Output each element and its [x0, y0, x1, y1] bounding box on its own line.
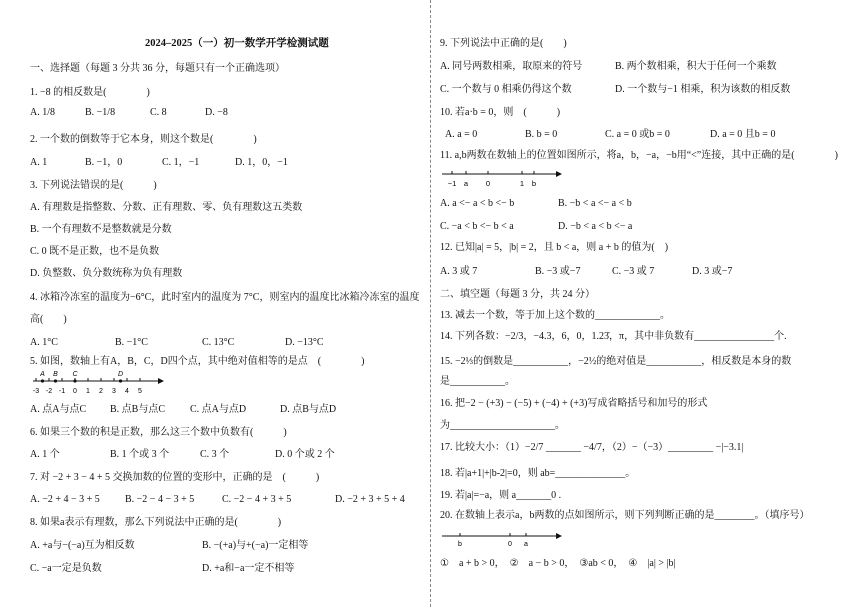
q6-option-b[interactable]: B. 1 个或 3 个 — [110, 449, 170, 460]
q16-text-cont: 为_____________________。 — [440, 420, 565, 431]
q11-tick-label: 0 — [485, 179, 491, 188]
q2-option-d[interactable]: D. 1，0，−1 — [235, 157, 288, 168]
q20-tick-label: a — [524, 541, 528, 548]
q14-text: 14. 下列各数：−2/3，−4.3，6，0，1.23̇，π，其中非负数有________________个. — [440, 331, 787, 342]
q8-option-c[interactable]: C. −a一定是负数 — [30, 563, 102, 574]
q5-tick-label: 2 — [99, 388, 103, 395]
q5-point — [119, 379, 122, 382]
q2-stem: 2. 一个数的倒数等于它本身，则这个数是( ) — [30, 134, 257, 145]
q8-option-d[interactable]: D. +a和−a一定不相等 — [202, 563, 295, 574]
q3-option-c[interactable]: C. 0 既不是正数，也不是负数 — [30, 246, 160, 257]
q5-tick-label: 1 — [86, 388, 90, 395]
q5-tick-label: -2 — [45, 388, 53, 395]
q8-stem: 8. 如果a表示有理数，那么下列说法中正确的是( ) — [30, 517, 282, 528]
q19-text: 19. 若|a|=−a，则 a_______0 . — [440, 490, 562, 501]
q3-option-b[interactable]: B. 一个有理数不是整数就是分数 — [30, 224, 172, 235]
q3-option-a[interactable]: A. 有理数是指整数、分数、正有理数、零、负有理数这五类数 — [30, 202, 303, 213]
q5-tick-label: -3 — [32, 388, 40, 395]
q10-option-c[interactable]: C. a = 0 或b = 0 — [605, 129, 670, 140]
q5-option-d[interactable]: D. 点B与点D — [280, 404, 337, 415]
q11-tick-label: b — [531, 179, 537, 188]
q5-point — [73, 379, 76, 382]
q9-stem: 9. 下列说法中正确的是( ) — [440, 38, 567, 49]
q4-option-d[interactable]: D. −13°C — [285, 337, 324, 348]
q11-tick-label: a — [463, 179, 469, 188]
q11-stem: 11. a,b两数在数轴上的位置如图所示，将a，b，−a，−b用“<”连接，其中正确的是( ) — [440, 150, 838, 161]
q4-option-c[interactable]: C. 13°C — [202, 337, 235, 348]
q12-stem: 12. 已知|a| = 5，|b| = 2，且 b < a，则 a + b 的值为( ) — [440, 242, 669, 253]
q1-stem: 1. −8 的相反数是( ) — [30, 87, 150, 98]
q7-stem: 7. 对 −2 + 3 − 4 + 5 交换加数的位置的变形中，正确的是 ( ) — [30, 472, 320, 483]
q10-option-a[interactable]: A. a = 0 — [445, 129, 478, 140]
q16-text: 16. 把−2 − (+3) − (−5) + (−4) + (+3)写成省略括号和加号的形式 — [440, 398, 708, 409]
q7-option-b[interactable]: B. −2 − 4 − 3 + 5 — [125, 494, 195, 505]
q20-tick-label: 0 — [508, 541, 512, 548]
q5-point-label: B — [53, 371, 58, 378]
q9-option-d[interactable]: D. 一个数与−1 相乘，积为该数的相反数 — [615, 84, 791, 95]
q8-option-b[interactable]: B. −(+a)与+(−a)一定相等 — [202, 540, 309, 551]
q5-tick-label: 0 — [73, 388, 77, 395]
q12-option-b[interactable]: B. −3 或−7 — [535, 266, 581, 277]
q5-point — [54, 379, 57, 382]
q5-tick-label: 3 — [112, 388, 116, 395]
q5-tick-label: 4 — [125, 388, 129, 395]
q20-options: ① a + b > 0， ② a − b > 0， ③ab < 0， ④ |a| > |b| — [440, 558, 676, 569]
q20-tick-label: b — [458, 541, 462, 548]
q11-option-c[interactable]: C. −a < b <− b < a — [440, 221, 514, 232]
q7-option-d[interactable]: D. −2 + 3 + 5 + 4 — [335, 494, 405, 505]
q11-option-d[interactable]: D. −b < a < b <− a — [558, 221, 633, 232]
q1-option-d[interactable]: D. −8 — [205, 107, 228, 118]
q10-option-b[interactable]: B. b = 0 — [525, 129, 558, 140]
q5-point-label: A — [40, 371, 45, 378]
q11-option-a[interactable]: A. a <− a < b <− b — [440, 198, 515, 209]
q3-option-d[interactable]: D. 负整数、负分数统称为负有理数 — [30, 268, 183, 279]
q5-option-c[interactable]: C. 点A与点D — [190, 404, 247, 415]
q5-number-line — [30, 369, 165, 397]
section-fill-heading: 二、填空题（每题 3 分，共 24 分） — [440, 289, 595, 300]
q4-stem: 4. 冰箱冷冻室的温度为−6°C，此时室内的温度为 7°C，则室内的温度比冰箱冷冻室的温度 — [30, 292, 420, 303]
q8-option-a[interactable]: A. +a与−(−a)互为相反数 — [30, 540, 135, 551]
exam-title: 2024–2025（一）初一数学开学检测试题 — [145, 38, 329, 49]
q3-stem: 3. 下列说法错误的是( ) — [30, 180, 157, 191]
q18-text: 18. 若|a+1|+|b-2|=0，则 ab=______________。 — [440, 468, 636, 479]
q12-option-c[interactable]: C. −3 或 7 — [612, 266, 655, 277]
q5-point — [41, 379, 44, 382]
q12-option-a[interactable]: A. 3 或 7 — [440, 266, 478, 277]
q11-tick-label: 1 — [519, 179, 525, 188]
q6-option-a[interactable]: A. 1 个 — [30, 449, 60, 460]
q1-option-b[interactable]: B. −1/8 — [85, 107, 116, 118]
q4-option-a[interactable]: A. 1°C — [30, 337, 58, 348]
q20-number-line — [440, 528, 565, 550]
q5-stem: 5. 如图，数轴上有A，B，C，D四个点，其中绝对值相等的是点 ( ) — [30, 356, 365, 367]
q10-stem: 10. 若a·b = 0，则 ( ) — [440, 107, 561, 118]
q15-text-cont: 是___________。 — [440, 376, 515, 387]
q2-option-a[interactable]: A. 1 — [30, 157, 48, 168]
q5-tick-label: 5 — [138, 388, 142, 395]
q9-option-b[interactable]: B. 两个数相乘，积大于任何一个乘数 — [615, 61, 777, 72]
q15-text: 15. −2⅓的倒数是___________，−2½的绝对值是___________，相反数是本身的数 — [440, 356, 792, 367]
q4-option-b[interactable]: B. −1°C — [115, 337, 148, 348]
q10-option-d[interactable]: D. a = 0 且b = 0 — [710, 129, 776, 140]
q6-option-c[interactable]: C. 3 个 — [200, 449, 230, 460]
q17-text: 17. 比较大小：（1）−2/7 _______ −4/7，（2）−（−3）_________ −|−3.1| — [440, 442, 744, 453]
q4-stem-cont: 高( ) — [30, 314, 67, 325]
q11-number-line — [440, 164, 565, 190]
q13-text: 13. 减去一个数，等于加上这个数的_____________。 — [440, 310, 670, 321]
q5-option-b[interactable]: B. 点B与点C — [110, 404, 166, 415]
q5-tick-label: -1 — [58, 388, 66, 395]
q12-option-d[interactable]: D. 3 或−7 — [692, 266, 733, 277]
q6-stem: 6. 如果三个数的积是正数，那么这三个数中负数有( ) — [30, 427, 287, 438]
q11-option-b[interactable]: B. −b < a <− a < b — [558, 198, 632, 209]
q20-text: 20. 在数轴上表示a，b两数的点如图所示，则下列判断正确的是________。（填序号） — [440, 510, 810, 521]
q9-option-c[interactable]: C. 一个数与 0 相乘仍得这个数 — [440, 84, 572, 95]
q7-option-c[interactable]: C. −2 − 4 + 3 + 5 — [222, 494, 292, 505]
q5-point-label: D — [117, 371, 124, 378]
q2-option-c[interactable]: C. 1，−1 — [162, 157, 200, 168]
q5-option-a[interactable]: A. 点A与点C — [30, 404, 87, 415]
q6-option-d[interactable]: D. 0 个或 2 个 — [275, 449, 335, 460]
q9-option-a[interactable]: A. 同号两数相乘，取原来的符号 — [440, 61, 583, 72]
q1-option-a[interactable]: A. 1/8 — [30, 107, 55, 118]
section-choice-heading: 一、选择题（每题 3 分共 36 分，每题只有一个正确选项） — [30, 63, 285, 74]
q1-option-c[interactable]: C. 8 — [150, 107, 167, 118]
q11-tick-label: −1 — [447, 179, 457, 188]
page-divider — [430, 0, 431, 607]
q2-option-b[interactable]: B. −1，0 — [85, 157, 123, 168]
q7-option-a[interactable]: A. −2 + 4 − 3 + 5 — [30, 494, 100, 505]
q5-point-label: C — [72, 371, 78, 378]
